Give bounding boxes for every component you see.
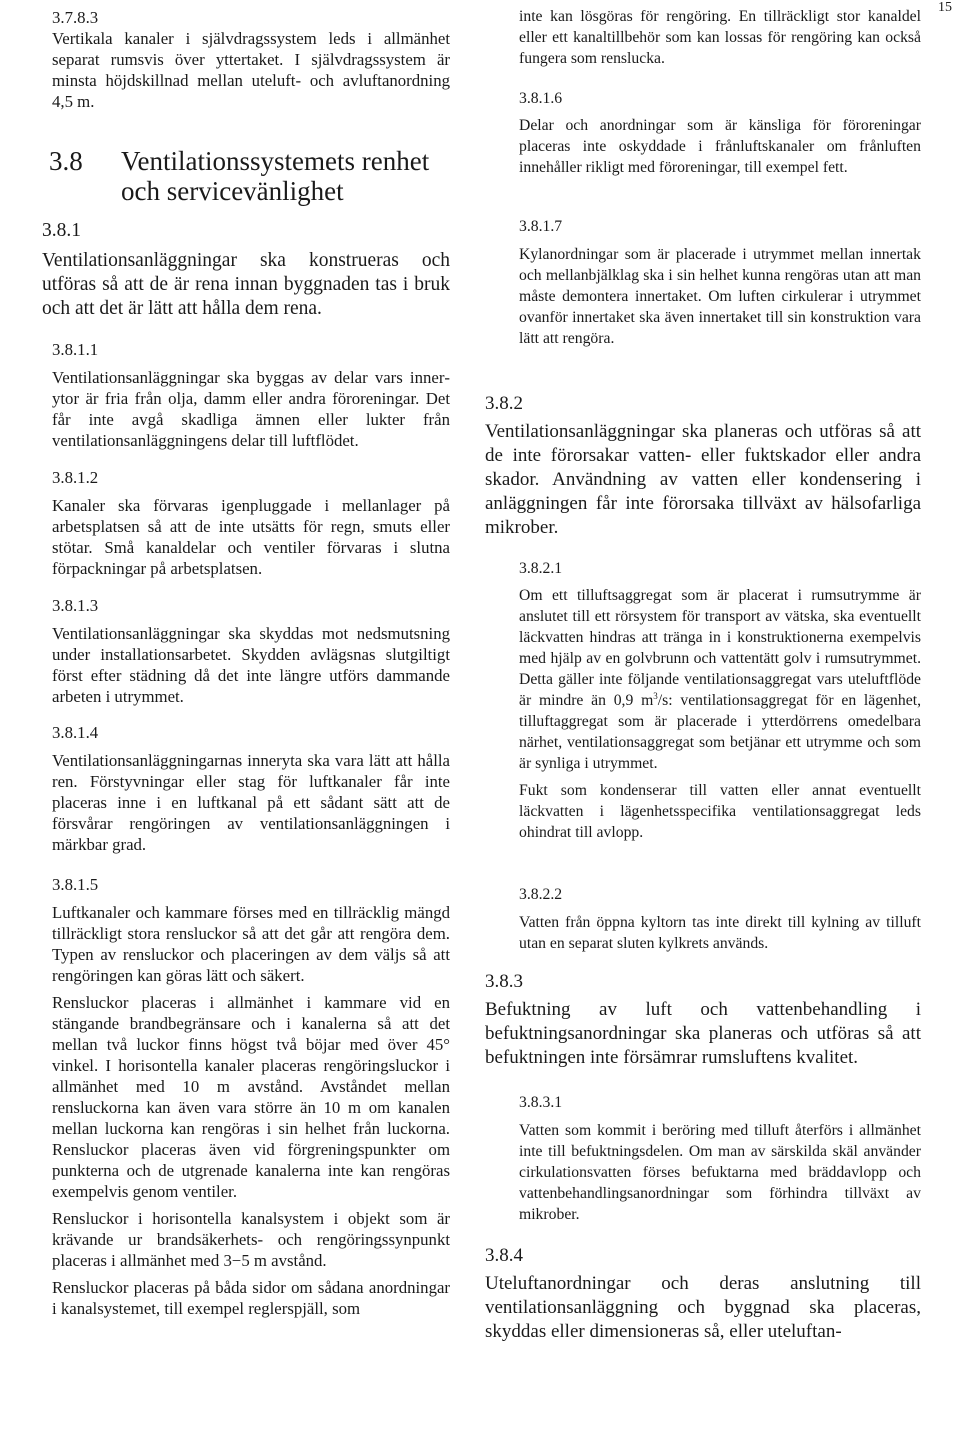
section-text: Rensluckor i horisontella kanalsystem i objekt som är krävande ur brandsäkerhets- och rengöringssynpunkt placeras i allmänhet med 3−5 m avstånd. (52, 1209, 450, 1270)
section-text: Befuktning av luft och vattenbehandling i befuktningsanordningar ska planeras och utföras så att befuktningen inte försämrar rumsluftens kvalitet. (485, 999, 921, 1068)
section-number: 3.8.1 (42, 220, 81, 241)
section-3-8-1-1 (52, 339, 450, 451)
section-number: 3.8.2.2 (519, 886, 563, 903)
superscript: 3 (653, 690, 658, 701)
section-number: 3.8.2 (485, 393, 523, 414)
section-number: 3.8.1.5 (52, 875, 99, 894)
section-text-part: /s: ventilationsaggregat för en lägenhet, tilluftaggregat som är placerade i ytterdörrens omedelbara närhet, ventilationsaggregat som betjänar ett utrymme och som är synliga i utrymmet. (519, 692, 921, 772)
section-text: Vatten från öppna kyltorn tas inte direkt till kylning av tilluft utan en separat sluten kylkrets används. (519, 914, 921, 952)
section-3-8-2-1 (519, 558, 921, 843)
section-text: Kanaler ska förvaras igenpluggade i mellanlager på arbetsplatsen så att de inte utsätts för regn, smuts eller stötar. Små kanaldelar och ventiler förvaras i slutna förpackningar på arbetsplatsen. (52, 496, 450, 578)
section-text: Ventilationsanläggningar ska byggas av delar vars innerytor är fria från olja, damm eller andra föroreningar. Det får inte avgå skadliga ämnen eller lukter från ventilationsanläggningens delar till luftflödet. (52, 368, 450, 450)
heading-title: Ventilationssystemets renhet och servicevänlighet (121, 146, 430, 206)
section-number: 3.7.8.3 (52, 8, 99, 27)
section-3-8-3-1 (519, 1092, 921, 1225)
section-3-8-2-2 (519, 884, 921, 954)
section-text: Ventilationsanläggningar ska skyddas mot nedsmutsning under installationsarbetet. Skydden avlägsnas slutgiltigt först efter städning då det inte längre utförs dammande arbeten i utrymmet. (52, 624, 450, 706)
section-number: 3.8.1.6 (519, 90, 563, 107)
section-number: 3.8.4 (485, 1245, 523, 1266)
section-number: 3.8.3 (485, 971, 523, 992)
section-text: Luftkanaler och kammare förses med en tillräcklig mängd tillräckligt stora rensluckor så att det går att rengöra dem. Typen av rensluckor och placeringen av dem väljs så att rengöringen kan göras lätt och säkert. (52, 903, 450, 985)
section-3-8-1 (42, 219, 450, 321)
section-text: Vatten som kommit i beröring med tilluft återförs i allmänhet inte till befuktningsdelen. Om man av särskilda skäl använder cirkulationsvatten förses befuktarna med bräddavlopp och vattenbehandlingsanordningar som förhindra tillväxt av mikrober. (519, 1122, 921, 1223)
section-3-8-1-4 (52, 722, 450, 855)
section-number: 3.8.1.1 (52, 340, 99, 359)
section-number: 3.8.2.1 (519, 560, 563, 577)
section-text (519, 585, 921, 774)
section-3-8-1-3 (52, 595, 450, 707)
section-3-8-3 (485, 970, 921, 1070)
section-text: Ventilationsanläggningarnas inneryta ska vara lätt att hålla ren. Förstyvningar eller stag för luftkanaler får inte placeras inne i en luftkanal på ett sådant sätt att de försvårar rengöringen av ventilationsanläggningen i märkbar grad. (52, 751, 450, 854)
section-number: 3.8.1.2 (52, 468, 99, 487)
section-3-8-1-2 (52, 467, 450, 579)
section-number: 3.8.1.4 (52, 723, 99, 742)
section-number: 3.8.3.1 (519, 1094, 563, 1111)
section-3-8-1-7 (519, 216, 921, 349)
section-text: Delar och anordningar som är känsliga för föroreningar placeras inte oskyddade i frånluftskanaler om frånluften innehåller rikligt med föroreningar, till exempel fett. (519, 117, 921, 176)
section-3-8-1-6 (519, 88, 921, 178)
heading-number: 3.8 (49, 146, 83, 176)
section-text: Uteluftanordningar och deras anslutning till ventilationsanläggning och byggnad ska placeras, skyddas eller dimensioneras så, eller uteluftan- (485, 1273, 921, 1342)
section-number: 3.8.1.3 (52, 596, 99, 615)
section-text-part: Om ett tilluftsaggregat som är placerat i rumsutrymme är anslutet till ett rörsystem för transport av vätska, ska eventuellt läckvatten hindras att tränga in i konstruktionerna exempelvis med hjälp av en golvbrunn och vattentätt golv i rumsutrymmet. Detta gäller inte följande ventilationsaggregat vars uteluftflöde är mindre än 0,9 m (519, 587, 921, 709)
section-text: Rensluckor placeras i allmänhet i kammare vid en stängande brandbegränsare och i kanalerna så att det mellan två luckor finns högst två böjar med över 45° vinkel. I horisontella kanaler placeras rengöringsluckor i allmänhet med 10 m avstånd. Avståndet mellan rensluckorna kan även vara större än 10 m om kanalen mellan luckorna kan rengöras i sin helhet från luckorna. Rensluckor placeras även vid förgreningspunkter om punkterna och de utgrenade kanalerna inte kan rengöras exempelvis genom ventiler. (52, 993, 450, 1201)
section-text: Ventilationsanläggningar ska konstrueras och utföras så att de är rena innan byggnaden tas i bruk och att det är lätt att hålla dem rena. (42, 250, 450, 319)
section-3-8-4 (485, 1244, 921, 1344)
section-3-8-1-5 (52, 874, 450, 1319)
page-number: 15 (938, 0, 952, 15)
section-text: Kylanordningar som är placerade i utrymmet mellan innertak och mellanbjälklag ska i sin helhet kunna rengöras utan att man måste demontera innertaket. Om luften cirkulerar i utrymmet ovanför innertaket ska även innertaket till sin konstruktion vara lätt att rengöra. (519, 246, 921, 347)
section-3-8-2 (485, 392, 921, 540)
section-text: Fukt som kondenserar till vatten eller annat eventuellt läckvatten i lägenhetsspecifika ventilationsaggregat leds ohindrat till avlopp. (519, 782, 921, 841)
heading-3-8 (49, 146, 449, 206)
section-text: Rensluckor placeras på båda sidor om sådana anordningar i kanalsystemet, till exempel reglerspjäll, som (52, 1278, 450, 1318)
section-number: 3.8.1.7 (519, 218, 563, 235)
continued-text: inte kan lösgöras för rengöring. En tillräckligt stor kanaldel eller ett kanaltillbehör som kan lossas för rengöring kan också fungera som renslucka. (519, 8, 921, 67)
section-text: Vertikala kanaler i självdragssystem leds i allmänhet separat rumsvis över yttertaket. I självdragssystem är minsta höjdskillnad mellan uteluft- och avluftanordning 4,5 m. (52, 29, 450, 111)
section-text: Ventilationsanläggningar ska planeras och utföras så att de inte förorsakar vatten- eller fuktskador eller andra skador. Användning av vatten eller kondensering i anläggningen får inte förorsaka tillväxt av hälsofarliga mikrober. (485, 421, 921, 538)
section-3-7-8-3 (52, 7, 450, 112)
